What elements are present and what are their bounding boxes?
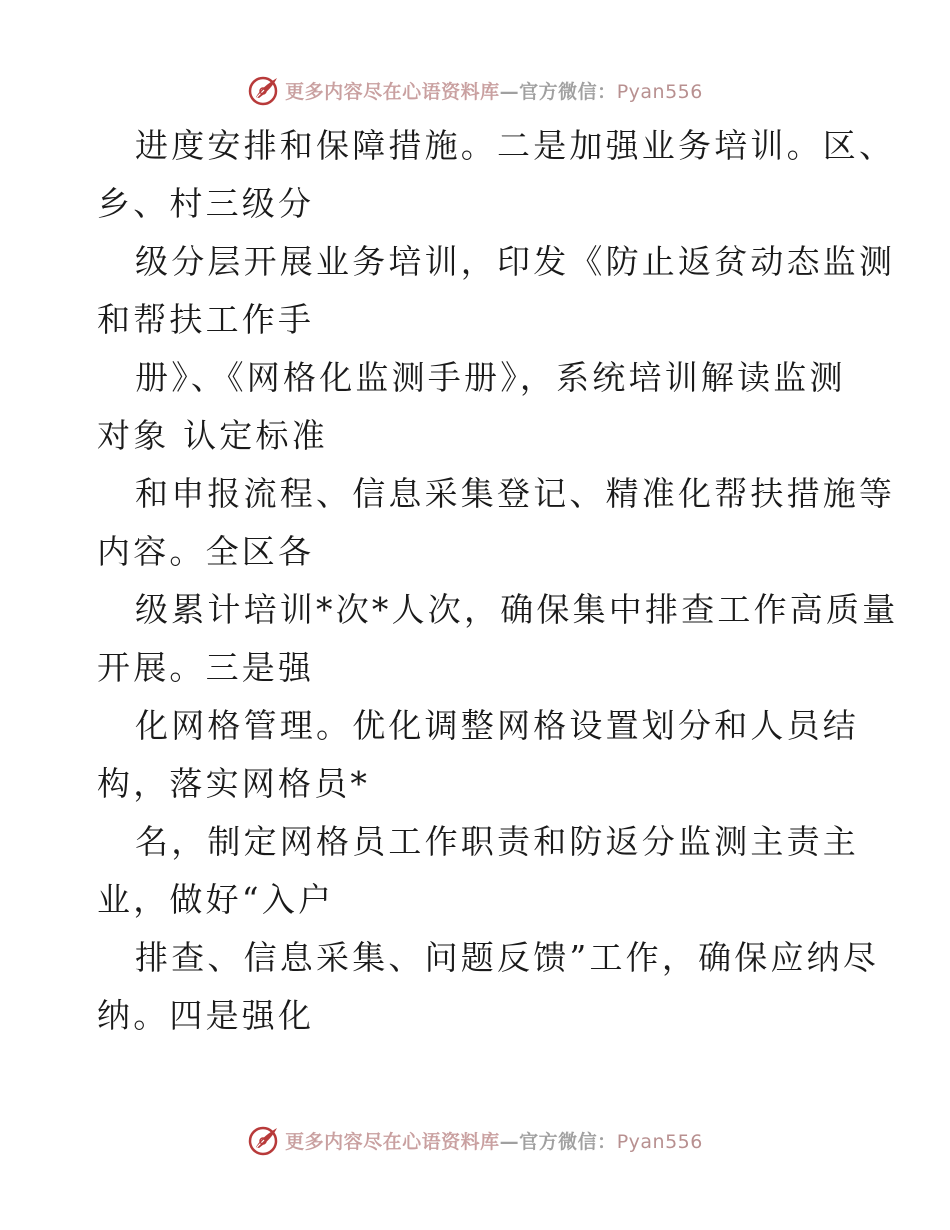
body-line: 乡、村三级分 xyxy=(97,184,315,223)
body-line: 对象 认定标准 xyxy=(97,416,328,455)
body-line: 业，做好“入户 xyxy=(97,880,335,919)
body-line: 和帮扶工作手 xyxy=(97,300,315,339)
banner-contact-id: Pyan556 xyxy=(616,1130,703,1153)
banner-contact-id: Pyan556 xyxy=(616,80,703,103)
banner-contact-label: 官方微信： xyxy=(519,1130,617,1153)
body-line: 排查、信息采集、问题反馈”工作，确保应纳尽 xyxy=(135,938,880,977)
body-line: 和申报流程、信息采集登记、精准化帮扶措施等 xyxy=(135,474,896,513)
document-body xyxy=(97,117,899,1045)
banner-separator: — xyxy=(499,1130,520,1153)
quill-pen-logo-icon xyxy=(247,1123,281,1157)
body-line: 内容。全区各 xyxy=(97,532,315,571)
banner-brand-text: 更多内容尽在心语资料库 xyxy=(285,1130,500,1153)
banner-contact-label: 官方微信： xyxy=(519,80,617,103)
footer-banner xyxy=(0,1120,950,1160)
body-line: 化网格管理。优化调整网格设置划分和人员结 xyxy=(135,706,859,745)
body-line: 纳。四是强化 xyxy=(97,996,315,1035)
banner-separator: — xyxy=(499,80,520,103)
quill-pen-logo-icon xyxy=(247,73,281,107)
banner-text xyxy=(285,1127,703,1154)
body-line: 级累计培训*次*人次，确保集中排查工作高质量 xyxy=(135,590,899,629)
banner-brand-text: 更多内容尽在心语资料库 xyxy=(285,80,500,103)
body-line: 名，制定网格员工作职责和防返分监测主责主 xyxy=(135,822,859,861)
body-line: 构，落实网格员* xyxy=(97,764,371,803)
banner-text xyxy=(285,77,703,104)
body-line: 级分层开展业务培训，印发《防止返贫动态监测 xyxy=(135,242,896,281)
body-line: 进度安排和保障措施。二是加强业务培训。区、 xyxy=(135,126,896,165)
body-line: 开展。三是强 xyxy=(97,648,315,687)
header-banner xyxy=(0,70,950,110)
body-line: 册》、《网格化监测手册》，系统培训解读监测 xyxy=(135,358,846,397)
